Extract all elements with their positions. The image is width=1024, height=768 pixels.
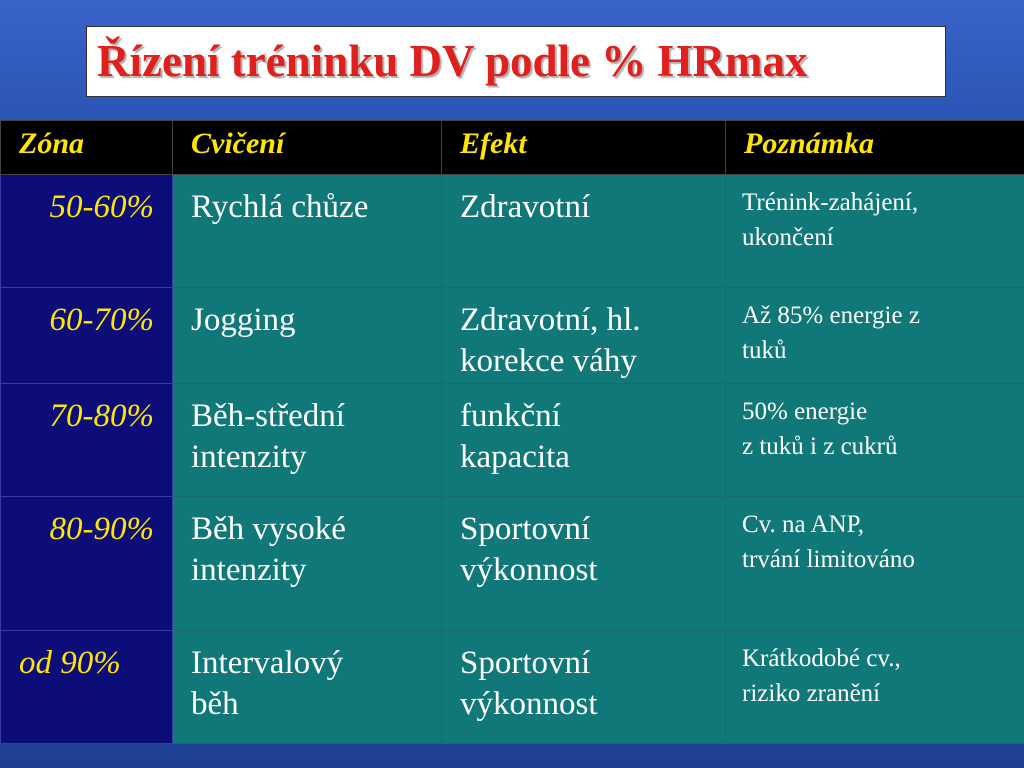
zone-cell: 80-90% (1, 496, 173, 630)
effect-cell (442, 288, 726, 384)
table-row (1, 288, 1024, 384)
exercise-cell (173, 496, 442, 630)
note-text: Trénink-zahájení, ukončení (742, 189, 919, 251)
hr-zone-table (0, 120, 1024, 744)
header-effect: Efekt (442, 121, 726, 175)
table-row (1, 496, 1024, 630)
exercise-text: Jogging (191, 302, 296, 338)
note-text: Cv. na ANP, trvání limitováno (742, 510, 915, 573)
header-exercise: Cvičení (173, 121, 442, 175)
note-cell (726, 288, 1024, 384)
zone-cell: 50-60% (1, 175, 173, 288)
note-cell (726, 175, 1024, 288)
exercise-cell (173, 383, 442, 496)
note-text: Krátkodobé cv., riziko zranění (742, 644, 901, 707)
effect-text: Sportovní výkonnost (460, 510, 598, 588)
zone-cell: od 90% (1, 630, 173, 743)
note-text: Až 85% energie z tuků (742, 302, 920, 364)
effect-text: Sportovní výkonnost (460, 644, 598, 722)
exercise-cell (173, 175, 442, 288)
note-cell (726, 496, 1024, 630)
zone-cell: 60-70% (1, 288, 173, 384)
header-note: Poznámka (726, 121, 1024, 175)
note-cell (726, 383, 1024, 496)
effect-cell (442, 383, 726, 496)
exercise-text: Intervalový běh (191, 644, 344, 722)
slide-title-box (86, 26, 946, 97)
table-row (1, 630, 1024, 743)
header-zone: Zóna (1, 121, 173, 175)
note-text: 50% energie z tuků i z cukrů (742, 397, 898, 460)
exercise-text: Běh-střední intenzity (191, 397, 345, 475)
exercise-text: Běh vysoké intenzity (191, 510, 346, 588)
effect-cell (442, 630, 726, 743)
table-header-row (1, 121, 1024, 175)
note-cell (726, 630, 1024, 743)
exercise-cell (173, 630, 442, 743)
table-row (1, 383, 1024, 496)
effect-text: Zdravotní (460, 189, 591, 225)
effect-cell (442, 496, 726, 630)
effect-cell (442, 175, 726, 288)
effect-text: funkční kapacita (460, 397, 570, 475)
slide-title: Řízení tréninku DV podle % HRmax (97, 36, 808, 86)
effect-text: Zdravotní, hl. korekce váhy (460, 302, 641, 380)
exercise-cell (173, 288, 442, 384)
zone-cell: 70-80% (1, 383, 173, 496)
table-row (1, 175, 1024, 288)
exercise-text: Rychlá chůze (191, 189, 369, 225)
